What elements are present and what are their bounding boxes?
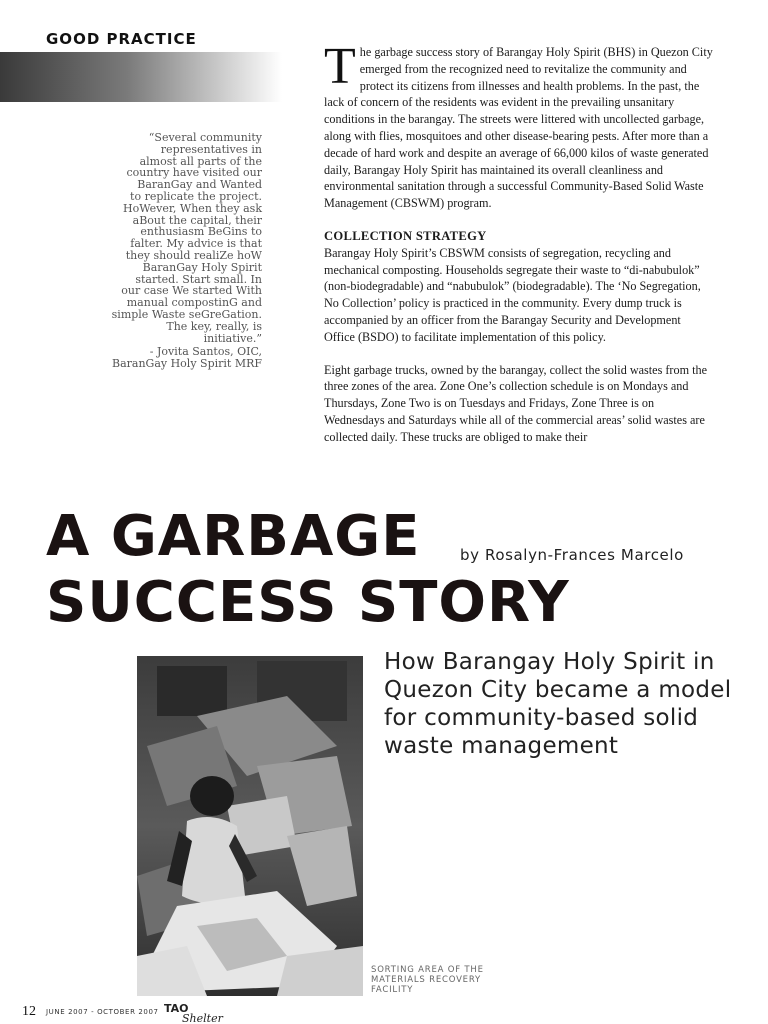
pull-quote-attribution-org: BaranGay Holy Spirit MRF xyxy=(111,357,262,371)
pull-quote-line: The key, really, is xyxy=(166,319,262,333)
article-body xyxy=(324,38,714,462)
page-number: 12 xyxy=(22,1004,36,1019)
pull-quote-line: “Several community xyxy=(148,131,262,144)
pull-quote-line: they should realiZe hoW xyxy=(125,248,262,262)
pull-quote-line: manual compostinG and xyxy=(126,296,262,310)
issue-dates: JUNE 2007 - OCTOBER 2007 xyxy=(46,1008,159,1016)
drop-cap: T xyxy=(324,38,356,95)
pull-quote-line: initiative.” xyxy=(203,331,262,345)
section-label: GOOD PRACTICE xyxy=(46,30,197,48)
pull-quote-line: aBout the capital, their xyxy=(132,213,262,227)
pull-quote-attribution: - Jovita Santos, OIC, xyxy=(149,345,262,359)
pull-quote-line: country have visited our xyxy=(126,166,262,180)
pull-quote-line: simple Waste seGreGation. xyxy=(111,307,262,321)
article-column-clip xyxy=(0,0,768,502)
photo-caption: SORTING AREA OF THE MATERIALS RECOVERY FACILITY xyxy=(371,965,484,995)
subheadline: How Barangay Holy Spirit in Quezon City became a model for community-based solid waste management xyxy=(384,649,732,759)
photo-illustration xyxy=(137,656,363,996)
headline-line-2: SUCCESS STORY xyxy=(46,570,570,635)
pull-quote-line: started. Start small. In xyxy=(135,272,262,286)
article-intro-text: he garbage success story of Barangay Holy Spirit (BHS) in Quezon City emerged from the recognized need to revitalize the community and protect its citizens from illnesses and health problems. In the past, the lack of concern of the residents was evident in the prevailing unsanitary conditions in the barangay. The streets were littered with uncollected garbage, along with flies, mosquitoes and other disease-bearing pests. After more than a decade of hard work and despite an average of 66,000 kilos of waste generated daily, Barangay Holy Spirit has maintained its overall cleanliness and environmental sanitation through a successful Community-Based Solid Waste Management (CBSWM) program. xyxy=(324,45,713,211)
logo-text-tao: TAO xyxy=(164,1002,189,1015)
headline xyxy=(46,504,570,636)
pull-quote-line: almost all parts of the xyxy=(139,154,262,168)
article-subheading: COLLECTION STRATEGY xyxy=(324,228,487,243)
headline-line-1: A GARBAGE xyxy=(46,504,421,569)
sorting-area-photo xyxy=(137,656,363,996)
article-paragraph: Barangay Holy Spirit’s CBSWM consists of segregation, recycling and mechanical composting. Households segregate their waste to “di-nabubulok” (non-biodegradable) and “nabubulok” (biodegradable). The ‘No Segregation, No Collection’ policy is practiced in the community. Every dump truck is accompanied by an officer from the Barangay Security and Development Office (BSDO) to facilitate implementation of this policy. xyxy=(324,245,701,344)
byline: by Rosalyn-Frances Marcelo xyxy=(460,546,684,564)
tao-shelter-logo-icon xyxy=(162,1000,226,1024)
pull-quote-line: BaranGay Holy Spirit xyxy=(142,260,262,274)
pull-quote-line: to replicate the project. xyxy=(130,189,262,203)
article-intro-paragraph xyxy=(324,38,714,212)
pull-quote-line: enthusiasm BeGins to xyxy=(140,225,262,239)
article-paragraph: Eight garbage trucks, owned by the barangay, collect the solid wastes from the three zones of the area. Zone One’s collection schedule is on Mondays and Thursdays, Zone Two is on Tuesdays and Fridays, Zone Three is on Wednesdays and Saturdays while all of the commercial areas’ solid wastes are collected daily. These trucks are obliged to make their xyxy=(324,362,707,444)
logo-text-shelter: Shelter xyxy=(182,1012,223,1024)
pull-quote-line: our case We started With xyxy=(121,284,262,298)
pull-quote-line: falter. My advice is that xyxy=(130,237,262,251)
pull-quote-line: BaranGay and Wanted xyxy=(137,178,262,192)
pull-quote-line: representatives in xyxy=(160,142,262,156)
pull-quote-line: HoWever, When they ask xyxy=(123,201,262,215)
